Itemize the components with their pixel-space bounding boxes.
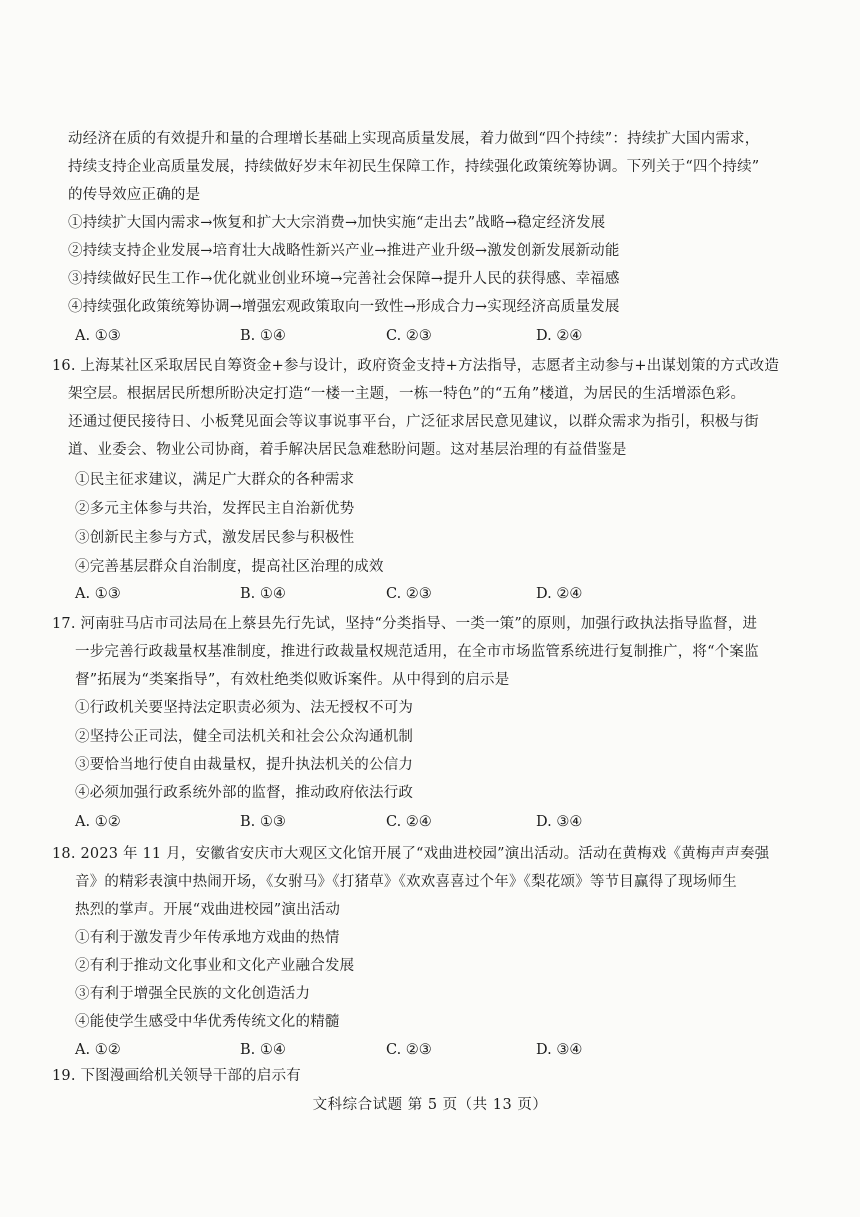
stem-line: 道、业委会、物业公司协商，着手解决居民急难愁盼问题。这对基层治理的有益借鉴是 [68, 442, 627, 458]
statement-item: ④完善基层群众自治制度，提高社区治理的成效 [75, 559, 384, 575]
statement-item: ④持续强化政策统筹协调→增强宏观政策取向一致性→形成合力→实现经济高质量发展 [68, 299, 620, 315]
statement-item: ①有利于激发青少年传承地方戏曲的热情 [75, 930, 340, 946]
stem-line: 还通过便民接待日、小板凳见面会等议事说事平台，广泛征求居民意见建议，以群众需求为指引，积极与街 [68, 414, 759, 430]
option-b: B. ①④ [240, 586, 286, 602]
option-c: C. ②③ [386, 1042, 432, 1058]
statement-item: ④能使学生感受中华优秀传统文化的精髓 [75, 1014, 340, 1030]
option-b: B. ①③ [240, 814, 286, 830]
stem-line: 动经济在质的有效提升和量的合理增长基础上实现高质量发展，着力做到“四个持续”：持续扩大国内需求， [68, 131, 760, 147]
question-stem: 19. 下图漫画给机关领导干部的启示有 [52, 1068, 301, 1084]
statement-item: ①行政机关要坚持法定职责必须为、法无授权不可为 [75, 700, 414, 716]
answer-options [0, 326, 860, 346]
stem-line: 架空层。根据居民所想所盼决定打造“一楼一主题，一栋一特色”的“五角”楼道，为居民的生活增添色彩。 [68, 386, 746, 402]
stem-line: 一步完善行政裁量权基准制度，推进行政裁量权规范适用，在全市市场监管系统进行复制推广，将“个案监 [75, 644, 759, 660]
statement-item: ②有利于推动文化事业和文化产业融合发展 [75, 958, 355, 974]
option-d: D. ③④ [536, 1042, 583, 1058]
answer-options [0, 584, 860, 604]
page-footer: 文科综合试题 第 5 页（共 13 页） [312, 1097, 548, 1113]
statement-item: ③要恰当地行使自由裁量权，提升执法机关的公信力 [75, 757, 414, 773]
option-b: B. ①④ [240, 328, 286, 344]
option-a: A. ①② [75, 1042, 121, 1058]
option-c: C. ②③ [386, 328, 432, 344]
statement-item: ①民主征求建议，满足广大群众的各种需求 [75, 472, 355, 488]
option-b: B. ①④ [240, 1042, 286, 1058]
statement-item: ①持续扩大国内需求→恢复和扩大大宗消费→加快实施“走出去”战略→稳定经济发展 [68, 215, 606, 231]
option-a: A. ①③ [75, 586, 121, 602]
answer-options [0, 1040, 860, 1060]
option-c: C. ②③ [386, 586, 432, 602]
question-stem: 18. 2023 年 11 月，安徽省安庆市大观区文化馆开展了“戏曲进校园”演出活动。活动在黄梅戏《黄梅声声奏强 [52, 846, 770, 862]
option-d: D. ③④ [536, 814, 583, 830]
answer-options [0, 812, 860, 832]
stem-line: 音》的精彩表演中热闹开场，《女驸马》《打猪草》《欢欢喜喜过个年》《梨花颂》等节目赢得了现场师生 [75, 874, 737, 890]
question-stem: 17. 河南驻马店市司法局在上蔡县先行先试，坚持“分类指导、一类一策”的原则，加强行政执法指导监督，进 [52, 616, 758, 632]
option-a: A. ①② [75, 814, 121, 830]
statement-item: ③持续做好民生工作→优化就业创业环境→完善社会保障→提升人民的获得感、幸福感 [68, 271, 620, 287]
option-c: C. ②④ [386, 814, 432, 830]
statement-item: ②多元主体参与共治，发挥民主自治新优势 [75, 501, 355, 517]
option-d: D. ②④ [536, 586, 583, 602]
statement-item: ③创新民主参与方式，激发居民参与积极性 [75, 530, 355, 546]
option-d: D. ②④ [536, 328, 583, 344]
statement-item: ④必须加强行政系统外部的监督，推动政府依法行政 [75, 785, 414, 801]
statement-item: ②坚持公正司法，健全司法机关和社会公众沟通机制 [75, 729, 414, 745]
statement-item: ②持续支持企业发展→培育壮大战略性新兴产业→推进产业升级→激发创新发展新动能 [68, 243, 620, 259]
stem-line: 热烈的掌声。开展“戏曲进校园”演出活动 [75, 902, 341, 918]
stem-line: 的传导效应正确的是 [68, 187, 201, 203]
option-a: A. ①③ [75, 328, 121, 344]
question-stem: 16. 上海某社区采取居民自筹资金+参与设计，政府资金支持+方法指导，志愿者主动参与+出谋划策的方式改造 [52, 358, 780, 374]
stem-line: 督”拓展为“类案指导”，有效杜绝类似败诉案件。从中得到的启示是 [75, 672, 510, 688]
statement-item: ③有利于增强全民族的文化创造活力 [75, 986, 311, 1002]
stem-line: 持续支持企业高质量发展，持续做好岁末年初民生保障工作，持续强化政策统筹协调。下列关于“四个持续” [68, 159, 760, 175]
